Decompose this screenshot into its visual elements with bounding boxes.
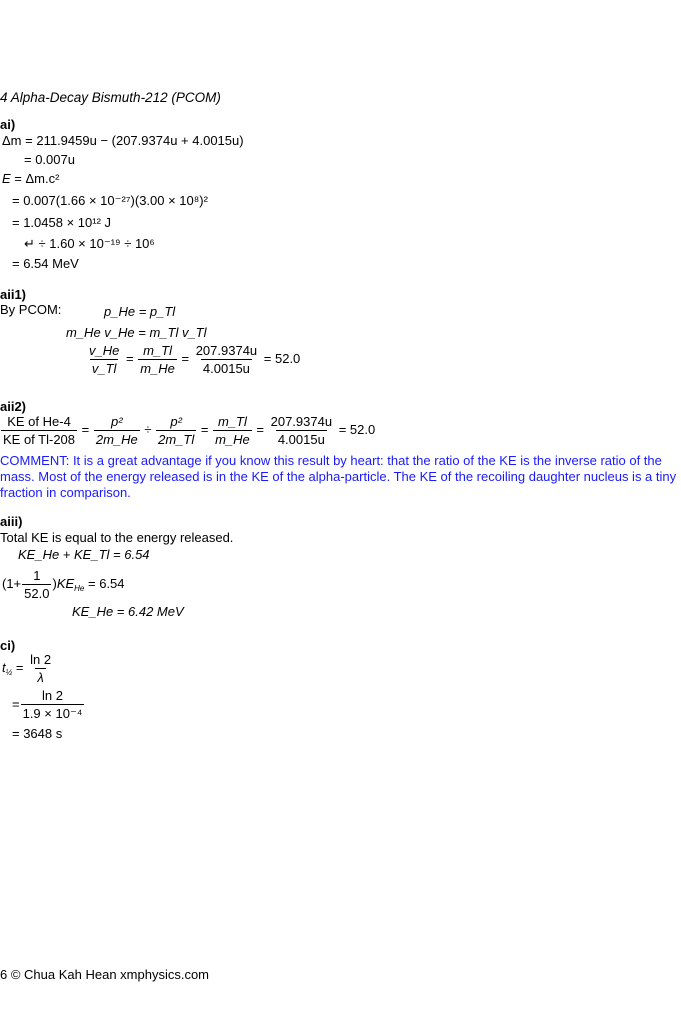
aii2-frac-p2-he: $\frac{\text{p²}}{2m\_He}$ — [95, 414, 138, 447]
ai-line-1-rhs: = 211.9459u − (207.9374u + 4.0015u) — [25, 133, 244, 148]
aii1-frac-m: $\frac{m\_Tl}{m\_He}$ — [140, 343, 175, 376]
ai-line-4: = 0.007(1.66 × 10⁻²⁷)(3.00 × 10⁸)² — [12, 193, 208, 208]
aii2-result: = 52.0 — [338, 421, 376, 437]
section-aii2-heading: aii2) — [0, 399, 27, 414]
ci-frac-2: $\frac{\ln 2}{\text{1.9 × 10⁻⁴}}$ — [22, 688, 83, 721]
ai-line-5: = 1.0458 × 10¹² J — [12, 215, 112, 230]
ai-line-6: ↵ ÷ 1.60 × 10⁻¹⁹ ÷ 10⁶ — [24, 236, 155, 251]
aii2-frac-p2-tl: $\frac{\text{p²}}{2m\_Tl}$ — [158, 414, 195, 447]
aii2-frac-values: $\frac{207.9374u}{4.0015u}$ — [270, 414, 333, 447]
section-ai-heading: ai) — [0, 117, 16, 132]
ci-eq-1: $t_{\frac{1}{2}}$ = $\frac{\ln 2}{\lambda}$ — [2, 652, 52, 685]
section-aiii-heading: aiii) — [0, 514, 23, 529]
aii2-frac-ke: $\frac{\text{KE of He-4}}{\text{KE of Tl-208}}$ — [3, 414, 76, 447]
ai-line-3 — [2, 171, 59, 186]
aii1-eq-1: p_He = p_Tl — [104, 304, 176, 319]
page-title: 4 Alpha-Decay Bismuth-212 (PCOM) — [0, 90, 221, 105]
ai-line-2: = 0.007u — [24, 152, 75, 167]
page-footer: 6 © Chua Kah Hean xmphysics.com — [0, 967, 210, 982]
aii2-frac-mass: $\frac{m\_Tl}{m\_He}$ — [215, 414, 250, 447]
ai-line-7: = 6.54 MeV — [12, 256, 79, 271]
aii1-eq-2: m_He v_He = m_Tl v_Tl — [66, 325, 207, 340]
section-aii1-heading: aii1) — [0, 287, 27, 302]
by-pcom-label: By PCOM: — [0, 302, 62, 317]
aiii-eq-3: KE_He = 6.42 MeV — [72, 604, 184, 619]
ci-result: = 3648 s — [12, 726, 63, 741]
aiii-text: Total KE is equal to the energy released. — [0, 530, 234, 545]
aiii-eq-2-rest: = 6.54 — [88, 575, 125, 591]
aii2-equation: $\frac{\text{KE of He-4}}{\text{KE of Tl-208}}$ = $\frac{\text{p²}}{2m\_He}$ ÷ $\frac{\text{p²}}{2m\_Tl}$ = $\frac{m\_Tl}{m\_He}$ = $\frac{207.9374u}{4.0015u}$ = 52.0 — [3, 414, 376, 447]
ai-line-1-lhs: Δm — [2, 133, 22, 148]
aii1-ratio: $\frac{v\_He}{v\_Tl}$ = $\frac{m\_Tl}{m\_He}$ = $\frac{207.9374u}{4.0015u}$ = 52.0 — [89, 343, 301, 376]
aii1-result: = 52.0 — [263, 350, 301, 366]
aiii-eq-2: (1+ $\frac{1}{52.0}$ )$KE_{He} = 6.54$ — [2, 568, 125, 601]
aii1-frac-v: $\frac{v\_He}{v\_Tl}$ — [89, 343, 120, 376]
aiii-eq-1: KE_He + KE_Tl = 6.54 — [18, 547, 150, 562]
comment-text: COMMENT: It is a great advantage if you know this result by heart: that the ratio of the KE is the inverse ratio of the mass. Most of the energy released is in the KE of the alpha-particle. The KE of the recoiling daughter nucleus is a tiny fraction in comparison. — [0, 453, 677, 500]
ai-line-1 — [2, 133, 244, 148]
ai-line-3-lhs: E — [2, 171, 11, 186]
aii1-frac-values: $\frac{207.9374u}{4.0015u}$ — [195, 343, 258, 376]
section-ci-heading: ci) — [0, 638, 16, 653]
ci-frac-1: $\frac{\ln 2}{\lambda}$ — [30, 652, 52, 685]
ai-line-3-rhs: = Δm.c² — [14, 171, 60, 186]
ci-eq-2: = $\frac{\ln 2}{\text{1.9 × 10⁻⁴}}$ — [12, 688, 83, 721]
aiii-frac: $\frac{1}{52.0}$ — [24, 568, 50, 601]
